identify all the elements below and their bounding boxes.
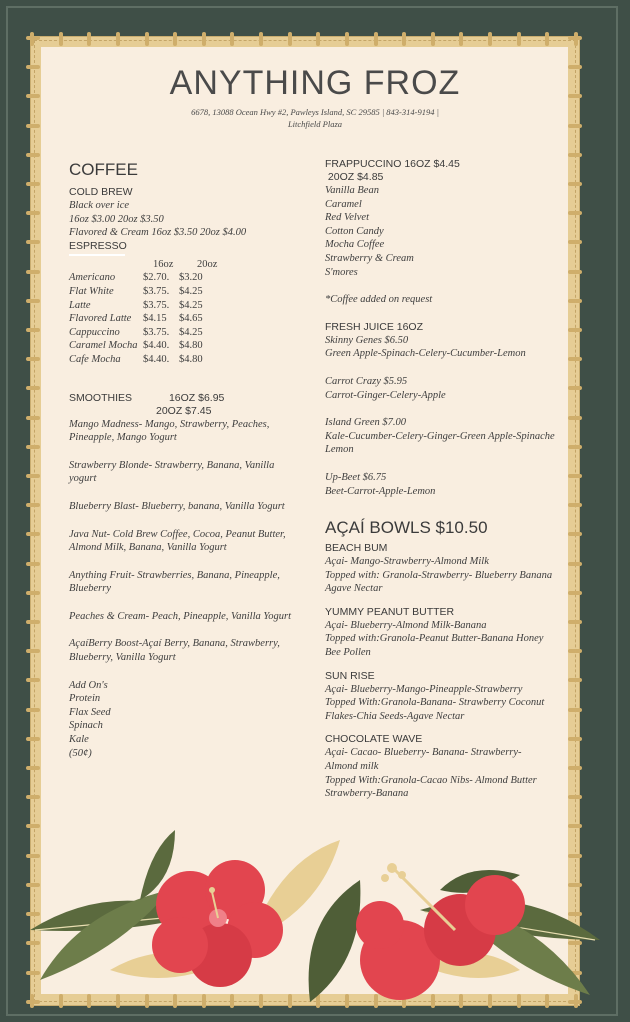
frappuccino-flavor: Caramel xyxy=(325,198,362,210)
addon-heading: Add On's xyxy=(69,679,108,691)
address-line-2: Litchfield Plaza xyxy=(287,119,343,129)
price-20: $3.20 xyxy=(179,272,203,284)
coffee-title: COFFEE xyxy=(69,160,138,179)
acai-bowls-title: AÇAÍ BOWLS $10.50 xyxy=(325,518,488,538)
item-name: Caramel Mocha xyxy=(69,340,138,352)
price-20: $4.25 xyxy=(179,299,203,311)
item-name: Cappuccino xyxy=(69,326,120,338)
bowl-toppings: Topped with: Granola-Strawberry- Blueberry Banana Agave Nectar xyxy=(325,569,553,595)
menu-left-column xyxy=(69,160,299,760)
espresso-heading: ESPRESSO xyxy=(69,239,127,252)
espresso-underline xyxy=(69,254,125,256)
juice-desc: Green Apple-Spinach-Celery-Cucumber-Lemon xyxy=(325,348,526,360)
addon-price: (50¢) xyxy=(69,747,92,759)
frappuccino-flavor: S'mores xyxy=(325,266,358,278)
bowl-toppings: Topped with:Granola-Peanut Butter-Banana Honey Bee Pollen xyxy=(325,633,544,659)
price-16: $4.40. xyxy=(143,353,170,365)
bowl-base: Açai- Cacao- Blueberry- Banana- Strawberry- Almond milk xyxy=(325,747,522,773)
price-16: $3.75. xyxy=(143,326,170,338)
addon-item: Protein xyxy=(69,693,101,705)
smoothie-item: Anything Fruit- Strawberries, Banana, Pineapple, Blueberry xyxy=(69,569,280,595)
espresso-item xyxy=(69,271,299,285)
size-20-label: 20oz xyxy=(197,258,218,270)
juice-desc: Beet-Carrot-Apple-Lemon xyxy=(325,485,436,497)
item-name: Flavored Latte xyxy=(69,313,132,325)
price-16: $4.40. xyxy=(143,340,170,352)
shop-address xyxy=(160,106,470,130)
frappuccino-flavor: Strawberry & Cream xyxy=(325,252,414,264)
hibiscus-flower-left xyxy=(152,860,283,987)
espresso-size-header xyxy=(69,258,299,272)
hibiscus-decoration xyxy=(0,820,630,1022)
cold-brew-prices: 16oz $3.00 20oz $3.50 xyxy=(69,213,164,225)
espresso-item xyxy=(69,285,299,299)
frappuccino-heading: FRAPPUCCINO 16OZ $4.45 xyxy=(325,158,460,170)
addon-item: Spinach xyxy=(69,720,103,732)
price-16: $3.75. xyxy=(143,299,170,311)
item-name: Latte xyxy=(69,299,91,311)
hibiscus-flower-right xyxy=(356,863,525,1000)
juice-desc: Carrot-Ginger-Celery-Apple xyxy=(325,389,446,401)
shop-title: ANYTHING FROZ xyxy=(169,64,461,102)
smoothies-heading: SMOOTHIES xyxy=(69,391,133,404)
smoothies-price-16: 16OZ $6.95 xyxy=(168,391,225,404)
frappuccino-flavor: Cotton Candy xyxy=(325,225,384,237)
frappuccino-heading-20: 20OZ $4.85 xyxy=(325,171,384,183)
bowl-name: CHOCOLATE WAVE xyxy=(325,733,423,746)
juice-name: Island Green $7.00 xyxy=(325,417,406,429)
smoothie-item: Peaches & Cream- Peach, Pineapple, Vanilla Yogurt xyxy=(69,610,292,622)
juice-name: Carrot Crazy $5.95 xyxy=(325,375,408,387)
price-20: $4.65 xyxy=(179,313,203,325)
bowl-name: SUN RISE xyxy=(325,669,375,682)
bowl-base: Açai- Blueberry-Mango-Pineapple-Strawberry xyxy=(325,683,523,695)
price-16: $2.70. xyxy=(143,272,170,284)
smoothie-item: AçaíBerry Boost-Açaí Berry, Banana, Strawberry, Blueberry, Vanilla Yogurt xyxy=(69,638,280,664)
frappuccino-flavor: Mocha Coffee xyxy=(325,239,385,251)
espresso-item xyxy=(69,353,299,367)
price-20: $4.80 xyxy=(179,340,203,352)
smoothie-item: Mango Madness- Mango, Strawberry, Peaches, Pineapple, Mango Yogurt xyxy=(69,418,270,444)
bowl-toppings: Topped With:Granola-Cacao Nibs- Almond Butter Strawberry-Banana xyxy=(325,774,537,800)
espresso-item xyxy=(69,312,299,326)
price-16: $3.75. xyxy=(143,285,170,297)
price-20: $4.25 xyxy=(179,326,203,338)
frappuccino-note: *Coffee added on request xyxy=(325,294,433,306)
bamboo-joints-top xyxy=(30,36,578,42)
size-16-label: 16oz xyxy=(153,258,174,270)
price-16: $4.15 xyxy=(143,313,167,325)
espresso-item xyxy=(69,326,299,340)
bowl-name: BEACH BUM xyxy=(325,542,388,555)
cold-brew-desc: Black over ice xyxy=(69,200,130,211)
price-20: $4.80 xyxy=(179,353,203,365)
addon-item: Flax Seed xyxy=(69,706,111,718)
smoothies-price-20: 20OZ $7.45 xyxy=(156,404,212,417)
bowl-name: YUMMY PEANUT BUTTER xyxy=(325,605,455,618)
frappuccino-flavor: Vanilla Bean xyxy=(325,185,379,196)
addon-item: Kale xyxy=(69,734,89,746)
frappuccino-flavor: Red Velvet xyxy=(325,212,370,224)
espresso-item xyxy=(69,339,299,353)
item-name: Cafe Mocha xyxy=(69,353,121,365)
cold-brew-flavored-prices: Flavored & Cream 16oz $3.50 20oz $4.00 xyxy=(69,227,247,239)
smoothie-item: Java Nut- Cold Brew Coffee, Cocoa, Peanut Butter, Almond Milk, Banana, Vanilla Yogurt xyxy=(69,528,286,554)
juice-name: Up-Beet $6.75 xyxy=(325,471,387,483)
smoothies-header xyxy=(69,392,299,405)
cold-brew-heading: COLD BREW xyxy=(69,186,133,198)
juice-name: Skinny Genes $6.50 xyxy=(325,334,409,346)
menu-right-column xyxy=(325,158,555,801)
espresso-item xyxy=(69,299,299,313)
address-line-1: 6678, 13088 Ocean Hwy #2, Pawleys Island, SC 29585 | 843-314-9194 | xyxy=(191,107,439,117)
item-name: Flat White xyxy=(69,285,114,297)
item-name: Americano xyxy=(69,272,116,284)
bowl-base: Açai- Blueberry-Almond Milk-Banana xyxy=(325,619,487,631)
price-20: $4.25 xyxy=(179,285,203,297)
juice-desc: Kale-Cucumber-Celery-Ginger-Green Apple-Spinache Lemon xyxy=(325,430,555,456)
juice-heading: FRESH JUICE 16OZ xyxy=(325,320,424,333)
smoothie-item: Strawberry Blonde- Strawberry, Banana, Vanilla yogurt xyxy=(69,459,275,485)
smoothie-item: Blueberry Blast- Blueberry, banana, Vanilla Yogurt xyxy=(69,500,285,512)
bowl-toppings: Topped With:Granola-Banana- Strawberry Coconut Flakes-Chia Seeds-Agave Nectar xyxy=(325,697,545,722)
bowl-base: Açai- Mango-Strawberry-Almond Milk xyxy=(325,556,489,568)
